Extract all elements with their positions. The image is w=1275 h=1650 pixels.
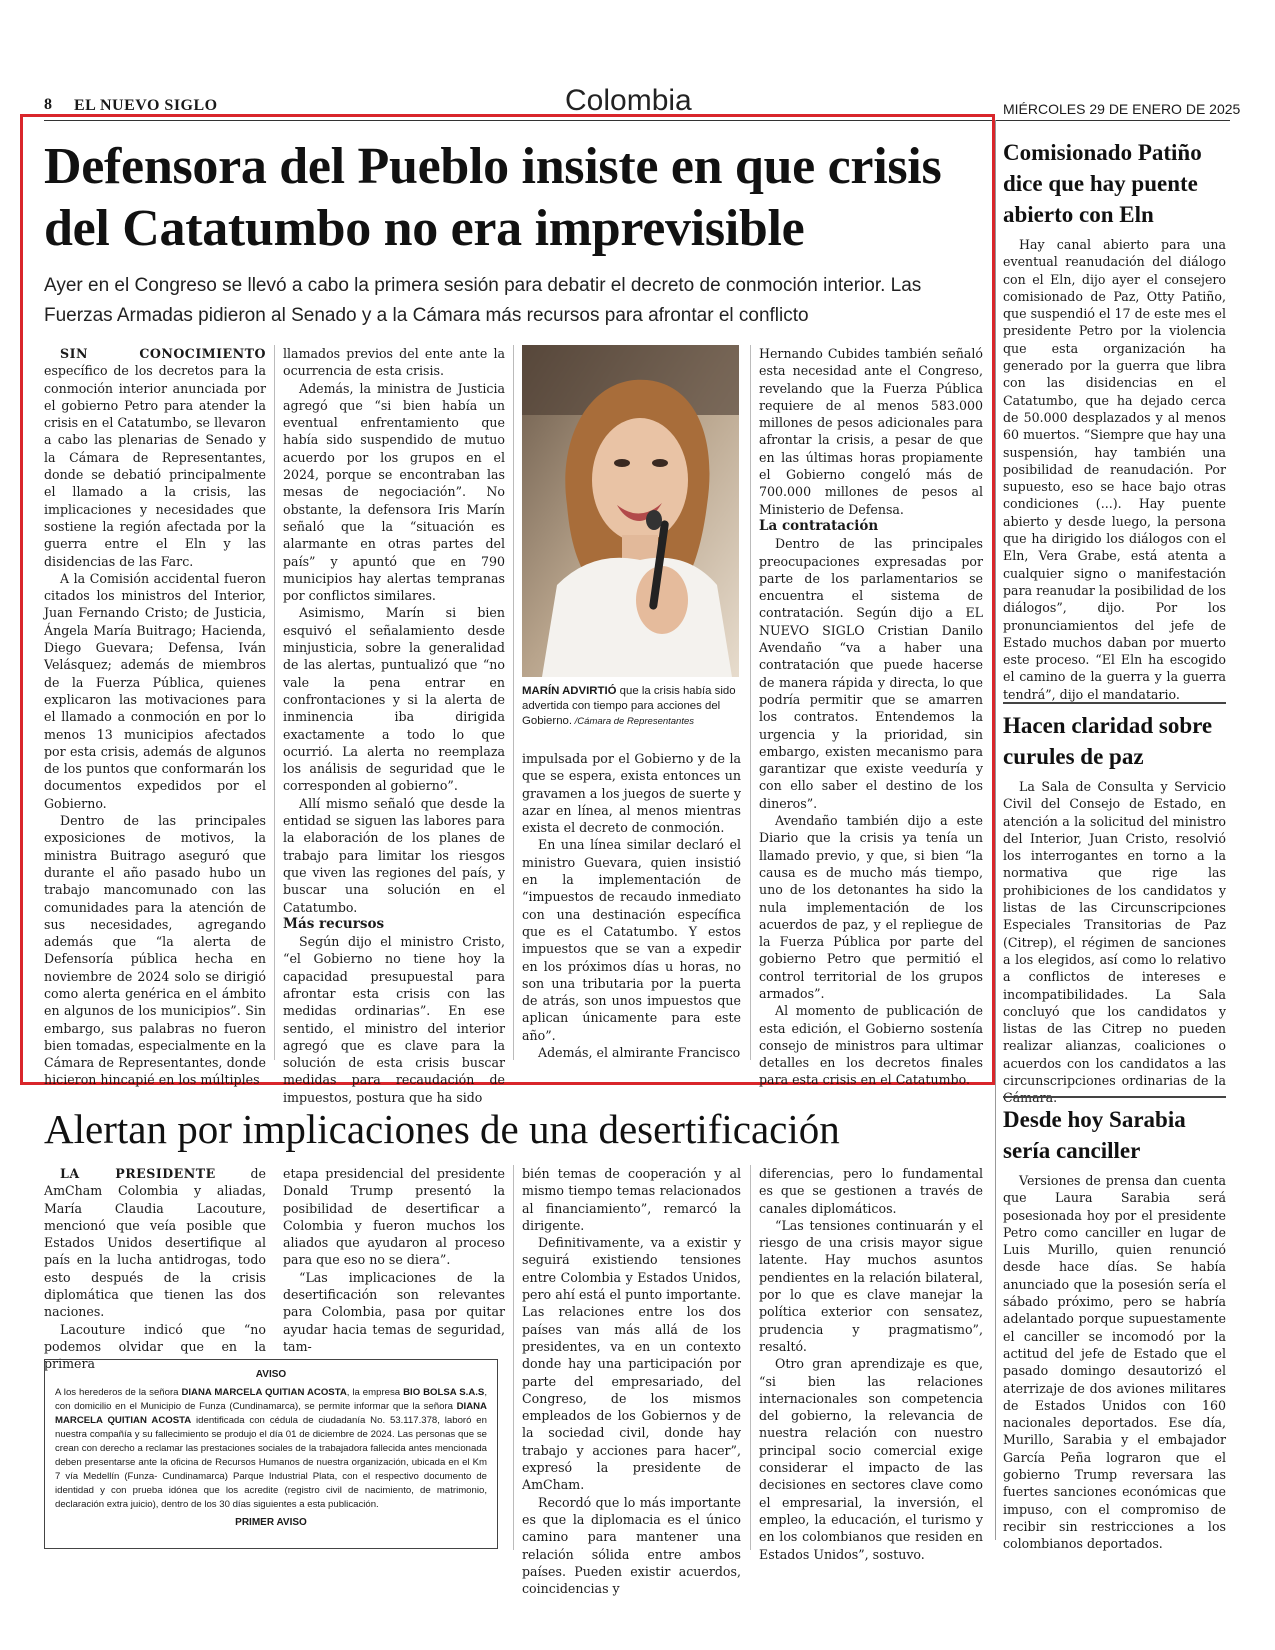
main-column-1: [44, 345, 266, 1089]
sidebar-body-2: [1003, 778, 1226, 1107]
notice-text: , la empresa: [346, 1387, 404, 1398]
paragraph: Versiones de prensa dan cuenta que Laura Sarabia será posesionada hoy por el presidente Petro como canciller en lugar de Luis Murillo, quien renunció desde hace días. Se había anunciado que la posesión sería el sábado próximo, pero se habría adelantado porque supuestamente el canciller se incomodó por la actitud del jefe de Estado que el pasado domingo desautorizó el aterrizaje de dos aviones militares de Estados Unidos con 160 nacionales deportados. Ese día, Murillo, Sarabia y el embajador García Peña lograron que el gobierno Trump reversara las fuertes sanciones económicas que impuso, con el compromiso de recibir sin restricciones a los colombianos deportados.: [1003, 1173, 1226, 1552]
second-column-3: [522, 1165, 741, 1597]
paragraph: Dentro de las principales exposiciones de motivos, la ministra Buitrago aseguró que durante el año pasado hubo un trabajo mancomunado con las comunidades para la atención de sus necesidades, agregando además que “la alerta de Defensoría pública hecha en noviembre de 2024 solo se dirigió como alerta genérica en el ámbito en algunos de los municipios”. Sin embargo, sus palabras no fueron bien tomadas, especialmente en la Cámara de Representantes, donde hicieron hincapié en los múltiples: [44, 813, 266, 1088]
paragraph: Además, la ministra de Justicia agregó que “si bien había un eventual enfrentamiento que había sido suspendido de mutuo acuerdo por los grupos en el 2024, porque se encontraban las mesas de negociación”. No obstante, la defensora Iris Marín señaló que la “situación es alarmante en otras partes del país” y apuntó que en 790 municipios hay alertas tempranas por conflictos similares.: [283, 380, 505, 604]
column-divider: [513, 1165, 514, 1550]
sidebar-body-1: [1003, 236, 1226, 703]
paragraph: Hernando Cubides también señaló esta necesidad ante el Congreso, revelando que la Fuerza Pública requiere de al menos 583.000 millones de pesos adicionales para afrontar la crisis, a pesar de que en las últimas horas propiamente el Gobierno congeló más de 700.000 millones de pesos al Ministerio de Defensa.: [759, 346, 983, 517]
second-column-1: [44, 1165, 266, 1373]
section-subhead: La contratación: [759, 517, 879, 534]
paragraph: específico de los decretos para la conmoción interior anunciada por el gobierno Petro para atender la crisis en el Catatumbo, se llevaron a cabo las plenarias de Senado y la Cámara de Representantes, donde se debatió principalmente el llamado a la crisis, las implicaciones y necesidades que sostiene la región afectada por la guerra entre el Eln y las disidencias de las Farc.: [44, 363, 266, 569]
column-divider: [750, 1165, 751, 1550]
paragraph: “Las tensiones continuarán y el riesgo de una crisis mayor sigue latente. Hay muchos asuntos pendientes en la relación bilateral, por lo que es clave manejar la política exterior con sensatez, prudencia y pragmatismo”, resaltó.: [759, 1217, 983, 1354]
column-divider: [513, 345, 514, 1060]
caption-lead: MARÍN ADVIRTIÓ: [522, 685, 617, 697]
publication-date: MIÉRCOLES 29 DE ENERO DE 2025: [1003, 101, 1241, 117]
caption-credit: /Cámara de Representantes: [572, 716, 695, 727]
caption-text: que la crisis había sido advertida con tiempo para acciones del Gobierno.: [522, 685, 736, 727]
sidebar-headline-3: Desde hoy Sarabia sería canciller: [1003, 1107, 1186, 1163]
section-title: Colombia: [565, 84, 692, 117]
sidebar-rule: [1003, 702, 1226, 704]
notice-bold: DIANA MARCELA QUITIAN ACOSTA: [181, 1387, 347, 1398]
section-subhead: Más recursos: [283, 915, 385, 932]
paragraph: “Las implicaciones de la desertificación son relevantes para Colombia, pasa por quitar ayudar hacia temas de seguridad, tam-: [283, 1269, 505, 1354]
newspaper-name: EL NUEVO SIGLO: [74, 97, 218, 114]
paragraph: bién temas de cooperación y al mismo tiempo temas relacionados al financiamiento”, remarcó la dirigente.: [522, 1166, 741, 1233]
paragraph: Definitivamente, va a existir y seguirá existiendo tensiones entre Colombia y Estados Unidos, pero ahí está el punto importante. Las relaciones entre los dos países van más allá de los presidentes, va en un contexto donde hay una participación por parte del empresariado, del Congreso, de los mismos empleados de los Gobiernos y de la sociedad civil, donde hay trabajo y acciones para hacer”, expresó la presidente de AmCham.: [522, 1235, 741, 1493]
paragraph: etapa presidencial del presidente Donald Trump presentó la posibilidad de desertificar a Colombia y fueron muchos los aliados que ayudaron al proceso para que eso no se diera”.: [283, 1166, 505, 1268]
kicker: LA PRESIDENTE: [60, 1166, 216, 1181]
second-headline: Alertan por implicaciones de una desertificación: [44, 1106, 840, 1152]
paragraph: llamados previos del ente ante la ocurrencia de esta crisis.: [283, 346, 505, 379]
paragraph: de AmCham Colombia y aliadas, María Claudia Lacouture, mencionó que veía posible que Estados Unidos desertifique al país en la lucha antidrogas, todo esto después de la crisis diplomática que tienen las dos naciones.: [44, 1166, 266, 1320]
second-column-4: [759, 1165, 983, 1563]
main-column-4: [759, 345, 983, 1089]
paragraph: Según dijo el ministro Cristo, “el Gobierno no tiene hoy la capacidad presupuestal para afrontar esta crisis con las medidas ordinarias”. En ese sentido, el ministro del interior agregó que es clave para la solución de esta crisis buscar medidas para recaudación de impuestos, postura que ha sido: [283, 934, 505, 1105]
paragraph: A la Comisión accidental fueron citados los ministros del Interior, Juan Fernando Cristo; de Justicia, Ángela María Buitrago; Hacienda, Diego Guevara; Defensa, Iván Velásquez; además de miembros de la Fuerza Pública, quienes explicaron las motivaciones para el llamado a conmoción en por lo menos 13 municipios afectados por esta crisis, además de algunos de los puntos que conformarán los documentos expedidos por el Gobierno.: [44, 570, 266, 811]
paragraph: En una línea similar declaró el ministro Guevara, quien insistió en la implementación de “impuestos de recaudo inmediato con una destinación específica que es el Catatumbo. Y estos impuestos que se van a expedir en los próximos días u horas, no son una tributaria por la puerta de atrás, son unos impuestos que aplican únicamente para este año”.: [522, 837, 741, 1043]
sidebar-body-3: [1003, 1172, 1226, 1553]
notice-text: identificada con cédula de ciudadanía No. 53.117.378, laboró en nuestra compañía y su fallecimiento se produjo el día 01 de diciembre de 2024. Las personas que se crean con derecho a reclamar las prestaciones sociales de la trabajadora fallecida antes mencionada deben presentarse ante la oficina de Recursos Humanos de nuestra organización, ubicada en el Km 7 vía Medellín (Funza- Cundinamarca) Parque Industrial Plata, con el respectivo documento de identidad y con prueba idónea que los acredite (registro civil de nacimiento, de matrimonio, declaración extra juicio), dentro de los 30 días siguientes a esta publicación.: [55, 1415, 487, 1510]
paragraph: La Sala de Consulta y Servicio Civil del Consejo de Estado, en atención a la solicitud del ministro del Interior, Juan Cristo, resolvió los interrogantes en torno a la normativa que rige las prohibiciones de los candidatos y listas de las Circunscripciones Especiales Transitorias de Paz (Citrep), el régimen de sanciones a los elegidos, así como lo relativo a conflictos de intereses e incompatibilidades. La Sala concluyó que los candidatos y listas de las Citrep no pueden realizar alianzas, coaliciones o acuerdos con los candidatos a las circunscripciones ordinarias de la Cámara.: [1003, 779, 1226, 1106]
notice-body: [55, 1386, 487, 1512]
main-subheadline: Ayer en el Congreso se llevó a cabo la primera sesión para debatir el decreto de conmoción interior. Las Fuerzas Armadas pidieron al Senado y a la Cámara más recursos para afrontar el conflicto: [44, 275, 922, 326]
sidebar-headline-2: Hacen claridad sobre curules de paz: [1003, 713, 1213, 769]
kicker: SIN CONOCIMIENTO: [60, 346, 266, 361]
notice-text: A los herederos de la señora: [55, 1387, 182, 1398]
second-column-2: [283, 1165, 505, 1355]
main-column-3: [522, 750, 741, 1061]
paragraph: Al momento de publicación de esta edición, el Gobierno sostenía consejo de ministros para ultimar detalles en los decretos finales para esta crisis en el Catatumbo.: [759, 1003, 983, 1088]
page-number: 8: [44, 96, 52, 113]
notice-text: , con domicilio en el Municipio de Funza (Cundinamarca), se permite informar que la señora: [55, 1387, 487, 1412]
paragraph: Avendaño también dijo a este Diario que la crisis ya tenía un llamado previo, y que, si bien “la causa es de mucho más tiempo, uno de los detonantes ha sido la nula implementación de los acuerdos de paz, y el repliegue de la Fuerza Pública por parte del gobierno Petro que permitió el control territorial de los grupos armados”.: [759, 813, 983, 1001]
notice-bold: BIO BOLSA S.A.S: [403, 1387, 485, 1398]
column-divider: [274, 345, 275, 1060]
paragraph: impulsada por el Gobierno y de la que se espera, exista entonces un gravamen a los juegos de suerte y azar en línea, al menos mientras exista el decreto de conmoción.: [522, 751, 741, 836]
paragraph: Asimismo, Marín si bien esquivó el señalamiento desde minjusticia, sobre la generalidad de las alertas, puntualizó que “no vale la pena entrar en confrontaciones y si la alerta de inminencia iba dirigida exactamente a todo lo que ocurrió. La alerta no reemplaza los análisis de seguridad que le corresponden al gobierno”.: [283, 605, 505, 794]
column-divider: [750, 345, 751, 1060]
photo-caption: [522, 684, 739, 729]
main-headline: Defensora del Pueblo insiste en que crisis del Catatumbo no era imprevisible: [44, 138, 942, 257]
notice-bold: DIANA MARCELA QUITIAN ACOSTA: [55, 1401, 487, 1426]
sidebar-divider: [995, 120, 996, 1540]
notice-title: AVISO: [255, 1369, 287, 1380]
paragraph: Dentro de las principales preocupaciones expresadas por parte de los parlamentarios se encuentra el sistema de contratación. Según dijo a EL NUEVO SIGLO Cristian Danilo Avendaño “va a haber una contratación que puede hacerse de manera rápida y directa, lo que podría permitir que se amarren los contratos. Entendemos la urgencia y la prioridad, sin embargo, existen mecanismo para garantizar que existe veeduría y con ello saber el destino de los dineros”.: [759, 536, 983, 811]
paragraph: Además, el almirante Francisco: [538, 1045, 741, 1061]
paragraph: Lacouture indicó que “no podemos olvidar que en la primera: [44, 1321, 266, 1372]
paragraph: Hay canal abierto para una eventual reanudación del diálogo con el Eln, dijo ayer el consejero comisionado de Paz, Otty Patiño, que suspendió el 17 de este mes el presidente Petro por la violencia que esta organización ha generado por la guerra que libra con las disidencias en el Catatumbo, que ha dejado cerca de 50.000 desplazados y al menos 60 muertos. “Siempre que hay una suspensión, hay también una posibilidad de reanudación. Por supuesto, eso se hace bajo otras condiciones (...). Hay puente abierto y desde luego, la persona que ha dirigido los diálogos con el Eln, Vera Grabe, está atenta a cualquier signo o manifestación para reanudar la posibilidad de los diálogos”, dijo. Por los pronunciamientos del jefe de Estado muchos daban por muerto este proceso. “El Eln ha escogido el camino de la guerra y la guerra tendrá”, dijo el mandatario.: [1003, 237, 1226, 702]
sidebar-rule: [1003, 1096, 1226, 1098]
sidebar-headline-1: Comisionado Patiño dice que hay puente abierto con Eln: [1003, 140, 1202, 227]
photo-defensora: [522, 345, 739, 677]
main-column-2: [283, 345, 505, 1106]
paragraph: Recordó que lo más importante es que la diplomacia es el único camino para mantener una relación sólida entre ambos países. Pueden existir acuerdos, coincidencias y: [522, 1494, 741, 1597]
paragraph: diferencias, pero lo fundamental es que se gestionen a través de canales diplomáticos.: [759, 1166, 983, 1216]
portrait-illustration: [522, 345, 739, 677]
paragraph: Otro gran aprendizaje es que, “si bien las relaciones internacionales son competencia del gobierno, la relevancia de nuestra relación con nuestro principal socio comercial exige considerar el impacto de las decisiones en sectores clave como el empresarial, la inversión, el empleo, la educación, el turismo y en los colombianos que residen en Estados Unidos”, sostuvo.: [759, 1356, 983, 1562]
legal-notice-box: [44, 1359, 498, 1549]
paragraph: Allí mismo señaló que desde la entidad se siguen las labores para la elaboración de los planes de trabajo para limitar los riesgos que viven las regiones del país, y buscar una solución en el Catatumbo.: [283, 795, 505, 915]
notice-footer: PRIMER AVISO: [235, 1517, 307, 1528]
